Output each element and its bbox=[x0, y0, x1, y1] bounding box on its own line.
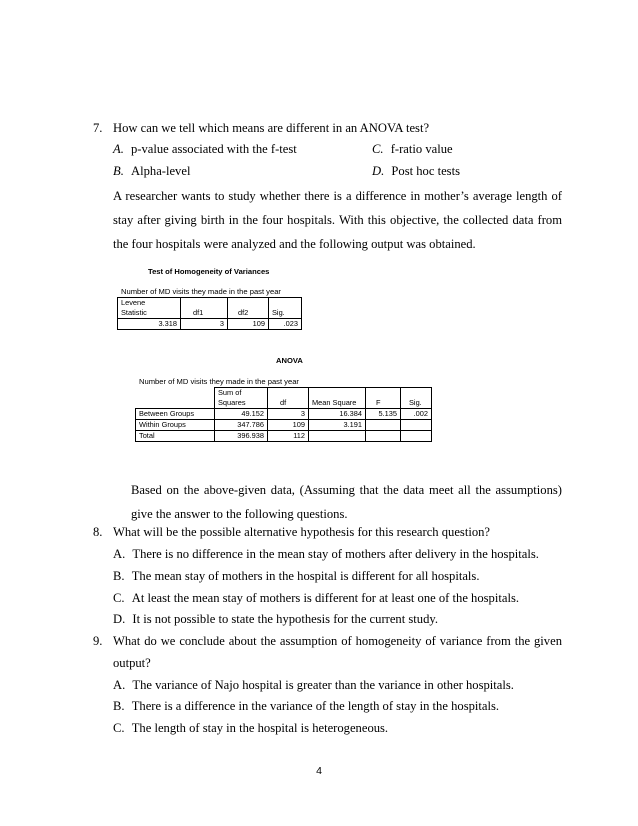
anova-cell-sig: .002 bbox=[401, 409, 432, 420]
q8-option-b-letter: B. bbox=[113, 569, 125, 583]
levene-value-statistic: 3.318 bbox=[118, 319, 181, 330]
q8-option-c-letter: C. bbox=[113, 591, 125, 605]
levene-value-df1: 3 bbox=[181, 319, 228, 330]
question-9-text-line2: output? bbox=[113, 656, 151, 670]
anova-table-subtitle: Number of MD visits they made in the past year bbox=[139, 377, 299, 386]
anova-row-label: Total bbox=[136, 431, 215, 442]
anova-table bbox=[135, 387, 432, 442]
q9-option-a-letter: A. bbox=[113, 678, 126, 692]
q7-option-d-letter: D. bbox=[372, 164, 385, 178]
q9-option-c-text: The length of stay in the hospital is heterogeneous. bbox=[131, 721, 389, 735]
table-row bbox=[118, 298, 302, 309]
q8-option-a-letter: A. bbox=[113, 547, 126, 561]
q9-option-a-text: The variance of Najo hospital is greater than the variance in other hospitals. bbox=[132, 678, 514, 692]
q8-option-a bbox=[113, 546, 539, 562]
question-8-text: What will be the possible alternative hypothesis for this research question? bbox=[113, 525, 491, 539]
anova-header-f: F bbox=[366, 398, 401, 409]
anova-cell-df: 3 bbox=[268, 409, 309, 420]
anova-cell-sig bbox=[401, 420, 432, 431]
anova-table-title: ANOVA bbox=[276, 356, 303, 365]
q7-option-d-text: Post hoc tests bbox=[391, 164, 460, 178]
anova-cell-f bbox=[366, 420, 401, 431]
q7-option-b bbox=[113, 163, 190, 179]
q8-option-c-text: At least the mean stay of mothers is different for at least one of the hospitals. bbox=[131, 591, 519, 605]
question-9-text-line1: What do we conclude about the assumption of homogeneity of variance from the given bbox=[113, 634, 562, 648]
anova-cell-ms: 3.191 bbox=[309, 420, 366, 431]
anova-header-ss-2: Squares bbox=[215, 398, 268, 409]
anova-cell-ss: 396.938 bbox=[215, 431, 268, 442]
anova-cell-ms: 16.384 bbox=[309, 409, 366, 420]
levene-table-subtitle: Number of MD visits they made in the past year bbox=[121, 287, 281, 296]
q9-option-b bbox=[113, 698, 499, 714]
levene-value-sig: .023 bbox=[269, 319, 302, 330]
q7-option-c-text: f-ratio value bbox=[390, 142, 453, 156]
question-9-number: 9. bbox=[93, 634, 103, 648]
q9-option-b-letter: B. bbox=[113, 699, 125, 713]
anova-cell-ss: 49.152 bbox=[215, 409, 268, 420]
q8-option-d-letter: D. bbox=[113, 612, 126, 626]
table-row bbox=[136, 398, 432, 409]
levene-value-df2: 109 bbox=[228, 319, 269, 330]
q9-option-c-letter: C. bbox=[113, 721, 125, 735]
levene-header-statistic-1: Levene bbox=[118, 298, 181, 309]
anova-header-df: df bbox=[268, 398, 309, 409]
anova-cell-f: 5.135 bbox=[366, 409, 401, 420]
table-row bbox=[136, 420, 432, 431]
q7-option-a-text: p-value associated with the f-test bbox=[131, 142, 297, 156]
q8-option-b-text: The mean stay of mothers in the hospital is different for all hospitals. bbox=[131, 569, 480, 583]
levene-header-df1: df1 bbox=[181, 308, 228, 319]
anova-cell-df: 112 bbox=[268, 431, 309, 442]
anova-row-label: Between Groups bbox=[136, 409, 215, 420]
anova-cell-df: 109 bbox=[268, 420, 309, 431]
anova-cell-ms bbox=[309, 431, 366, 442]
q8-option-d bbox=[113, 611, 438, 627]
levene-header-sig: Sig. bbox=[269, 308, 302, 319]
table-row bbox=[136, 431, 432, 442]
question-8-number: 8. bbox=[93, 525, 103, 539]
anova-cell-ss: 347.786 bbox=[215, 420, 268, 431]
q7-option-d bbox=[372, 163, 460, 179]
q8-option-a-text: There is no difference in the mean stay of mothers after delivery in the hospitals. bbox=[132, 547, 539, 561]
anova-header-sig: Sig. bbox=[401, 398, 432, 409]
instruction-paragraph: Based on the above-given data, (Assuming that the data meet all the assumptions) give the answer to the following questions. bbox=[131, 483, 562, 521]
q7-option-c-letter: C. bbox=[372, 142, 384, 156]
q9-option-c bbox=[113, 720, 388, 736]
anova-row-label: Within Groups bbox=[136, 420, 215, 431]
q7-option-c bbox=[372, 141, 453, 157]
q8-option-c bbox=[113, 590, 519, 606]
table-row bbox=[136, 388, 432, 399]
q8-option-b bbox=[113, 568, 480, 584]
q9-option-a bbox=[113, 677, 514, 693]
question-7-number: 7. bbox=[93, 121, 103, 135]
q7-option-b-letter: B. bbox=[113, 164, 124, 178]
scenario-paragraph: A researcher wants to study whether there is a difference in mother’s average length of stay after giving birth in the four hospitals. With this objective, the collected data from the four hospitals were analyzed and the following output was obtained. bbox=[113, 189, 562, 251]
q7-option-b-text: Alpha-level bbox=[131, 164, 191, 178]
anova-header-ss-1: Sum of bbox=[215, 388, 268, 399]
question-7-text: How can we tell which means are different in an ANOVA test? bbox=[113, 121, 430, 135]
table-row bbox=[118, 308, 302, 319]
levene-header-statistic-2: Statistic bbox=[118, 308, 181, 319]
table-row bbox=[118, 319, 302, 330]
table-row bbox=[136, 409, 432, 420]
anova-cell-sig bbox=[401, 431, 432, 442]
levene-header-df2: df2 bbox=[228, 308, 269, 319]
q9-option-b-text: There is a difference in the variance of the length of stay in the hospitals. bbox=[131, 699, 500, 713]
q7-option-a bbox=[113, 141, 297, 157]
anova-header-ms: Mean Square bbox=[309, 398, 366, 409]
page-number: 4 bbox=[316, 765, 322, 777]
anova-cell-f bbox=[366, 431, 401, 442]
q7-option-a-letter: A. bbox=[113, 142, 124, 156]
levene-table bbox=[117, 297, 302, 330]
q8-option-d-text: It is not possible to state the hypothesis for the current study. bbox=[132, 612, 438, 626]
levene-table-title: Test of Homogeneity of Variances bbox=[148, 267, 270, 276]
